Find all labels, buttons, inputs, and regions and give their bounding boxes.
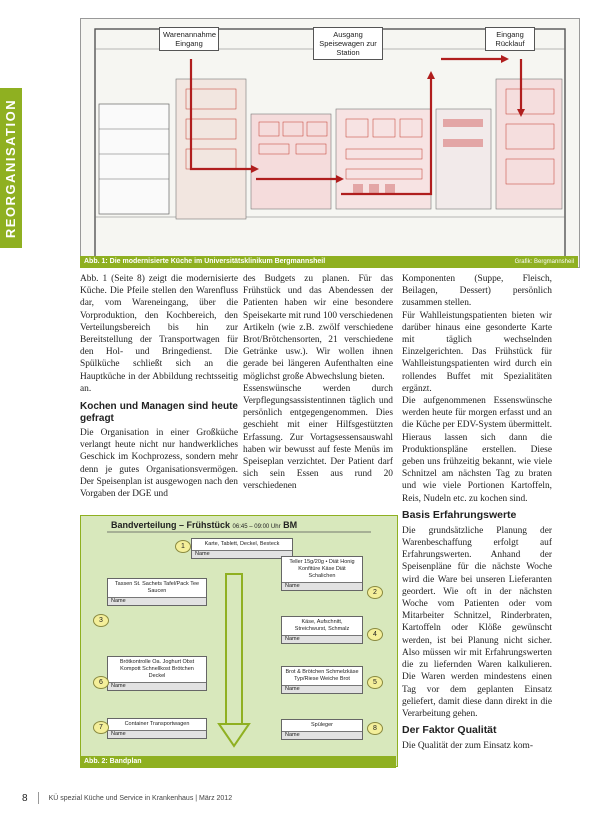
section-tab (0, 88, 22, 248)
order-capture-paragraph: Die aufgenommenen Essenswünsche werden heute für morgen erfasst und an die Küche per EDV-System übermittelt. Hieraus lassen sich dann die Produktionspläne erstellen. Diese geben uns frühzeitig bekannt, wie viele Schnitzel am nächsten Tag zu braten und wie viele Portionen Kartoffeln, Reis, Nudeln etc. zu kochen sind. (402, 396, 552, 504)
intro-paragraph: Abb. 1 (Seite 8) zeigt die modernisierte Küche. Die Pfeile stellen den Warenfluss dar, vom Wareneingang, über die Vorproduktion, den Kochbereich, den Verteilungsbereich bis hin zur Bereitstellung der Transportwagen für den Hol- und Bringedienst. Die Spülküche schließt sich an die Hauptküche in der Abbildung rechtsseitig an. (80, 274, 238, 394)
quality-paragraph: Die Qualität der zum Einsatz kom- (402, 741, 533, 752)
figure1-caption: Abb. 1: Die modernisierte Küche im Universitätsklinikum Bergmannsheil (84, 258, 326, 265)
meal-requests-paragraph: Essenswünsche werden durch Verpflegungsassistentinnen täglich und persönlich entgegengenommen. Dies geschieht mit einer Hilfsgestützten Erfassung. Zur Vortagsessensauswahl haben wir bewusst auf feste Menüs im Speiseplan verzichtet. Der Patient darf sich sein Essen aus rund 20 verschiedenen (243, 383, 393, 492)
station-number-7: 7 (93, 721, 109, 734)
station-4: Käse, Aufschnitt, Streichwurst, Schmalz Name (281, 616, 363, 644)
figure2-caption: Abb. 2: Bandplan (84, 758, 142, 765)
figure2-caption-bar (80, 756, 396, 768)
band-plan-title-text: Bandverteilung – Frühstück (111, 520, 231, 530)
planning-paragraph: Die grundsätzliche Planung der Warenbeschaffung erfolgt auf Erfahrungswerten. Anhand der Speisenpläne für die nächste Woche wird die Ware bei unseren Lieferanten geordert. Wie oft in der nächsten Woche vom Patienten oder vom Mitarbeiter Schnitzel, Rinderbraten, Kartoffeln oder Klöße gewünscht werden, ist bei Planung nicht sicher. Also müssen wir mit Erfahrungswerten die zu liefernden Waren kalkulieren. Die Waren werden mindestens einen Tag vor dem geplanten Einsatz geliefert, damit diese dann direkt in die Verarbeitung gehen. (402, 525, 552, 719)
station-1: Karte, Tablett, Deckel, Besteck Name (191, 538, 293, 559)
organisation-paragraph: Die Organisation in einer Großküche verlangt heute nicht nur handwerkliches Geschick im Kochprozess, sondern mehr denn je gutes Organisationsvermögen. Der Speisenplan ist ausgewogen nach den Vorgaben der DGE und (80, 428, 238, 500)
callout-return-entrance: Eingang Rücklauf (485, 27, 535, 51)
page-number: 8 (22, 792, 28, 804)
page-footer (22, 792, 582, 804)
station-number-8: 8 (367, 722, 383, 735)
text-column-2 (243, 273, 393, 493)
station-number-1: 1 (175, 540, 191, 553)
text-column-1 (80, 273, 238, 500)
footer-divider (38, 792, 39, 804)
floor-plan-figure (80, 18, 580, 268)
station-7: Container Transportwagen Name (107, 718, 207, 739)
footer-publication: KÜ spezial Küche und Service in Krankenhaus | März 2012 (48, 794, 233, 802)
callout-goods-receipt: Warenannahme Eingang (159, 27, 219, 51)
station-number-4: 4 (367, 628, 383, 641)
figure1-caption-bar (80, 256, 578, 268)
station-2: Tassen St. Sachets Tafel/Pack Tee Saucen Name (107, 578, 207, 606)
station-number-2: 2 (367, 586, 383, 599)
callout-food-cart-exit: Ausgang Speisewagen zur Station (313, 27, 383, 60)
band-plan-figure (80, 515, 398, 767)
station-3: Teller 15g/20g • Diät Honig Konfitüre Käse Diät Schalichen Name (281, 556, 363, 591)
band-plan-unit: BM (283, 520, 298, 530)
station-6: Brot & Brötchen Schmelzkäse Typ/Riese Weiche Brot Name (281, 666, 363, 694)
band-plan-time: 06:45 – 09:00 Uhr (232, 524, 281, 530)
private-patients-paragraph: Für Wahlleistungspatienten bieten wir darüber hinaus eine gesonderte Karte mit täglich wechselnden Einzelgerichten. Das Frühstück für Wahlleistungspatienten wird durch ein rollendes Buffet mit Spezialitäten ergänzt. (402, 310, 552, 394)
components-paragraph: Komponenten (Suppe, Fleisch, Beilagen, Dessert) persönlich zusammen stellen. (402, 274, 552, 309)
text-column-3 (402, 273, 552, 752)
subheading-cooking-managing: Kochen und Managen sind heute gefragt (80, 401, 238, 425)
station-number-5: 5 (367, 676, 383, 689)
heading-experience: Basis Erfahrungswerte (402, 508, 517, 521)
figure1-credit: Grafik: Bergmannsheil (514, 259, 574, 265)
station-8: Spüleger Name (281, 719, 363, 740)
heading-quality: Der Faktor Qualität (402, 724, 497, 737)
station-5: Brötkontrolle Oa. Joghurt Obst Kompott Schnellkost Brötchen Deckel Name (107, 656, 207, 691)
budget-paragraph: des Budgets zu planen. Für das Frühstück und das Abendessen der Patienten haben wir eine besondere Speisekarte mit rund 100 verschiedenen Artikeln (wie z.B. zwölf verschiedene Brot/Brötchensorten, 21 verschiedene Getränke usw.). Wir wollen ihnen gerade bei längeren Aufenthalten eine möglichst große Abwechslung bieten. (243, 274, 393, 382)
station-number-3: 3 (93, 614, 109, 627)
station-number-6: 6 (93, 676, 109, 689)
section-tab-label: REORGANISATION (3, 98, 19, 238)
